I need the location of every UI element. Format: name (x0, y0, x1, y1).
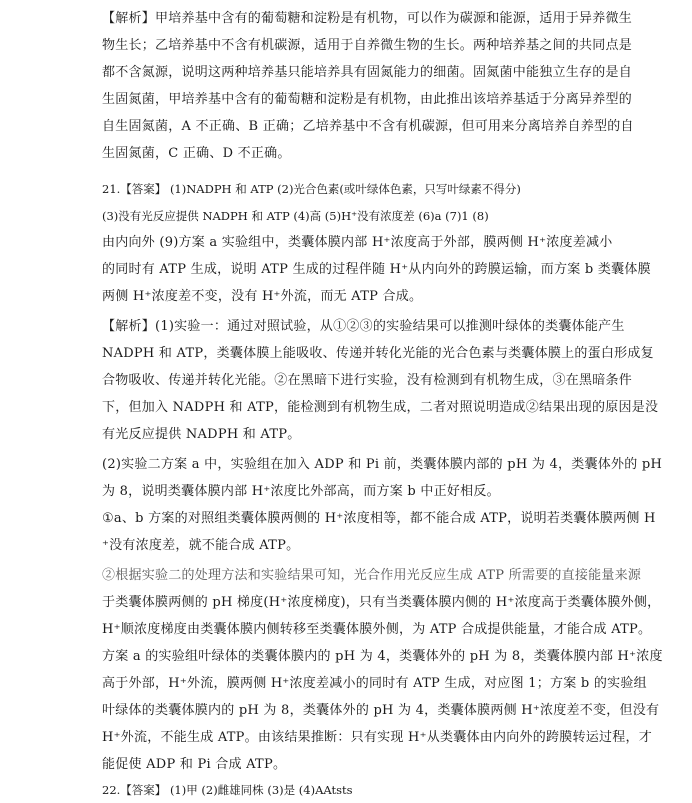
text-line: 有光反应提供 NADPH 和 ATP。 (102, 427, 301, 442)
text-line: 【解析】甲培养基中含有的葡萄糖和淀粉是有机物，可以作为碳源和能源，适用于异养微生 (102, 11, 633, 26)
text-line: (2)实验二方案 a 中，实验组在加入 ADP 和 Pi 前，类囊体膜内部的 pH 为 4，类囊体外的 pH (102, 457, 663, 472)
text-line: 两侧 H⁺浓度差不变，没有 H⁺外流，而无 ATP 合成。 (102, 289, 423, 304)
text-line: 合物吸收、传递并转化光能。②在黑暗下进行实验，没有检测到有机物生成，③在黑暗条件 (102, 373, 633, 388)
analysis-21-line: 【解析】(1)实验一：通过对照试验，从①②③的实验结果可以推测叶绿体的类囊体能产生 (102, 319, 625, 334)
text-line: ②根据实验二的处理方法和实验结果可知，光合作用光反应生成 ATP 所需要的直接能量来源 (102, 568, 642, 583)
text-line: 由内向外 (9)方案 a 实验组中，类囊体膜内部 H⁺浓度高于外部，膜两侧 H⁺浓度差减小 (102, 235, 613, 250)
text-line: 生固氮菌，C 正确、D 不正确。 (102, 146, 291, 161)
text-line: 的同时有 ATP 生成，说明 ATP 生成的过程伴随 H⁺从内向外的跨膜运输，而方案 b 类囊体膜 (102, 262, 651, 277)
text-line: 叶绿体的类囊体膜内的 pH 为 8，类囊体外的 pH 为 4，类囊体膜两侧 H⁺浓度差不变，但没有 (102, 703, 660, 718)
text-line: 能促使 ADP 和 Pi 合成 ATP。 (102, 757, 287, 772)
text-line: 为 8，说明类囊体膜内部 H⁺浓度比外部高，而方案 b 中正好相反。 (102, 484, 500, 499)
text-line: H⁺外流，不能生成 ATP。由该结果推断：只有实现 H⁺从类囊体由内向外的跨膜转运过程，才 (102, 730, 653, 745)
text-line: H⁺顺浓度梯度由类囊体膜内侧转移至类囊体膜外侧，为 ATP 合成提供能量，才能合成 ATP。 (102, 622, 652, 637)
answer-22-line: 22.【答案】 (1)甲 (2)雌雄同株 (3)是 (4)AAtsts (102, 783, 353, 797)
answer-21-line: 21.【答案】 (1)NADPH 和 ATP (2)光合色素(或叶绿体色素，只写叶绿素不得分) (102, 182, 521, 196)
text-line: 下，但加入 NADPH 和 ATP，能检测到有机物生成，二者对照说明造成②结果出现的原因是没 (102, 400, 659, 415)
text-line: 都不含氮源，说明这两种培养基只能培养具有固氮能力的细菌。固氮菌中能独立生存的是自 (102, 65, 633, 80)
text-line: 自生固氮菌，A 不正确、B 正确；乙培养基中不含有机碳源，但可用来分离培养自养型的自 (102, 119, 634, 134)
text-line: ⁺没有浓度差，就不能合成 ATP。 (102, 538, 300, 553)
text-line: 高于外部，H⁺外流，膜两侧 H⁺浓度差减小的同时有 ATP 生成，对应图 1；方案 b 的实验组 (102, 676, 647, 691)
text-line: 于类囊体膜两侧的 pH 梯度(H⁺浓度梯度)，只有当类囊体膜内侧的 H⁺浓度高于类囊体膜外侧， (102, 595, 661, 610)
text-line: 方案 a 的实验组叶绿体的类囊体膜内的 pH 为 4，类囊体外的 pH 为 8，类囊体膜内部 H⁺浓度 (102, 649, 663, 664)
text-line: 生固氮菌，甲培养基中含有的葡萄糖和淀粉是有机物，由此推出该培养基适于分离异养型的 (102, 92, 633, 107)
text-line: (3)没有光反应提供 NADPH 和 ATP (4)高 (5)H⁺没有浓度差 (6)a (7)1 (8) (102, 209, 489, 223)
text-line: NADPH 和 ATP，类囊体膜上能吸收、传递并转化光能的光合色素与类囊体膜上的蛋白形成复 (102, 346, 654, 361)
text-line: 物生长；乙培养基中不含有机碳源，适用于自养微生物的生长。两种培养基之间的共同点是 (102, 38, 633, 53)
text-line: ①a、b 方案的对照组类囊体膜两侧的 H⁺浓度相等，都不能合成 ATP，说明若类囊体膜两侧 H (102, 511, 656, 526)
